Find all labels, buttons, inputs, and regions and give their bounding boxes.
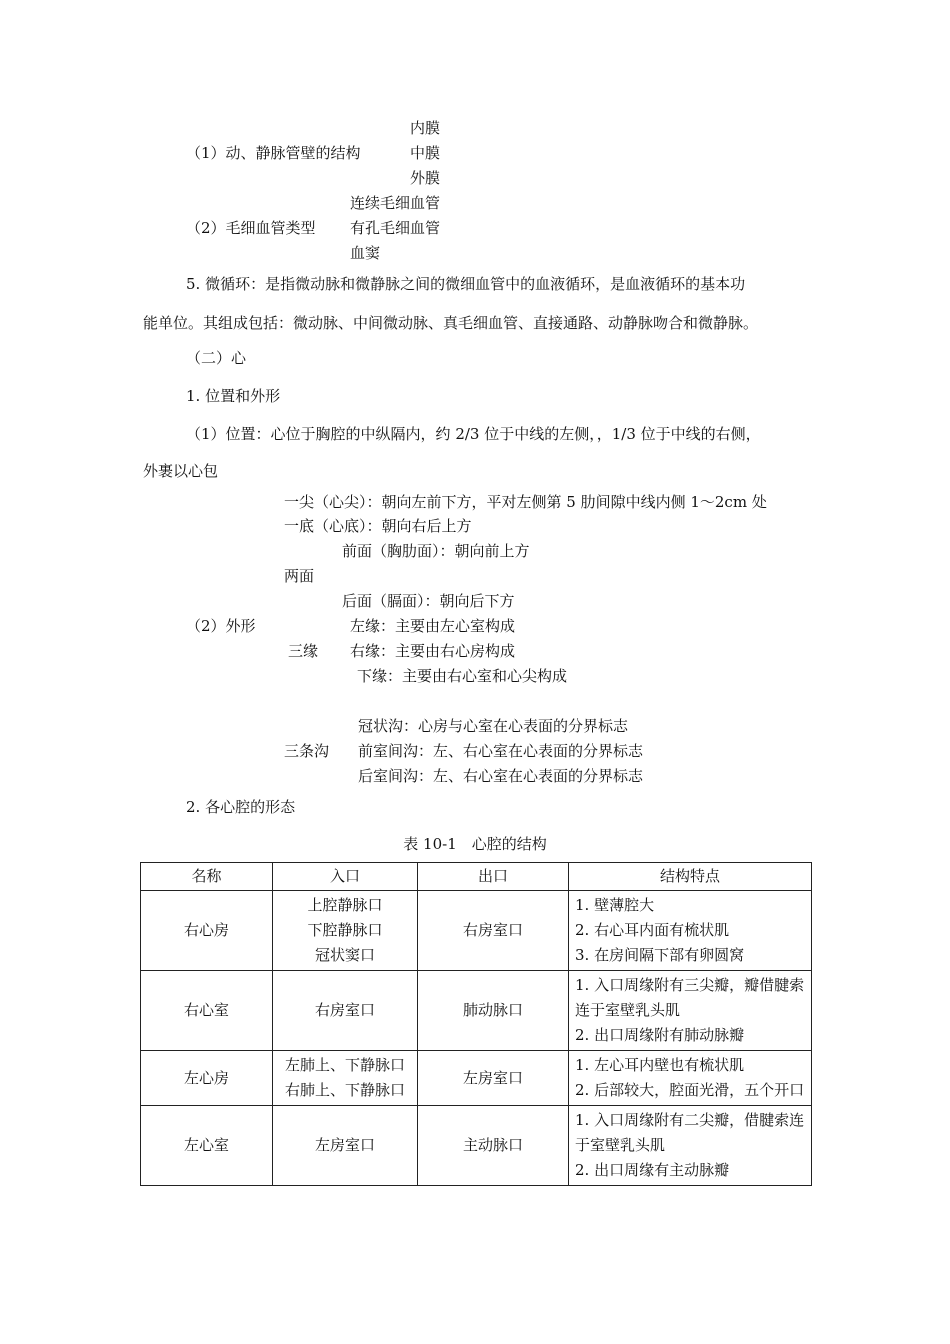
inlet-item: 右房室口 — [314, 1001, 375, 1019]
chamber-name: 右心室 — [141, 971, 273, 1051]
header-outlet: 出口 — [418, 863, 569, 891]
feature-item: 1. 左心耳内壁也有梳状肌 — [575, 1056, 745, 1074]
header-name: 名称 — [141, 863, 273, 891]
inlet-item: 上腔静脉口 — [307, 896, 383, 914]
capillary-label: （2）毛细血管类型 — [186, 219, 316, 237]
inlet-item: 冠状窦口 — [314, 946, 375, 964]
table-row — [141, 1051, 812, 1106]
chamber-outlet: 主动脉口 — [418, 1106, 569, 1186]
header-inlet: 入口 — [273, 863, 418, 891]
microcirculation-line-2: 能单位。其组成包括：微动脉、中间微动脉、真毛细血管、直接通路、动静脉吻合和微静脉。 — [143, 314, 759, 332]
item-chambers: 2. 各心腔的形态 — [186, 798, 296, 816]
feature-item: 1. 入口周缘附有二尖瓣，借腱索连于室壁乳头肌 — [575, 1111, 805, 1154]
table-row — [141, 1106, 812, 1186]
chamber-name: 左心室 — [141, 1106, 273, 1186]
shape-left-border: 左缘：主要由左心室构成 — [350, 617, 516, 635]
chamber-features — [569, 891, 812, 971]
table-row — [141, 891, 812, 971]
feature-item: 2. 右心耳内面有梳状肌 — [575, 921, 730, 939]
shape-lower-border: 下缘：主要由右心室和心尖构成 — [357, 667, 568, 685]
chamber-outlet: 右房室口 — [418, 891, 569, 971]
chamber-outlet: 肺动脉口 — [418, 971, 569, 1051]
chamber-name: 右心房 — [141, 891, 273, 971]
header-features: 结构特点 — [569, 863, 812, 891]
capillary-type-fenestrated: 有孔毛细血管 — [350, 219, 441, 237]
capillary-type-sinusoid: 血窦 — [350, 244, 381, 262]
shape-two-faces: 两面 — [284, 567, 315, 585]
microcirculation-line-1: 5. 微循环：是指微动脉和微静脉之间的微细血管中的血液循环，是血液循环的基本功 — [186, 275, 746, 293]
feature-item: 1. 入口周缘附有三尖瓣，瓣借腱索连于室壁乳头肌 — [575, 976, 805, 1019]
table-header-row — [141, 863, 812, 891]
feature-item: 2. 出口周缘有主动脉瓣 — [575, 1161, 730, 1179]
shape-base: 一底（心底）：朝向右后上方 — [284, 517, 472, 535]
vessel-wall-label: （1）动、静脉管壁的结构 — [186, 144, 361, 162]
shape-posterior-groove: 后室间沟：左、右心室在心表面的分界标志 — [358, 767, 644, 785]
inlet-item: 左肺上、下静脉口 — [284, 1056, 405, 1074]
shape-anterior-face: 前面（胸肋面）：朝向前上方 — [342, 542, 530, 560]
chamber-features — [569, 1106, 812, 1186]
item-position-shape: 1. 位置和外形 — [186, 387, 281, 405]
chamber-features — [569, 971, 812, 1051]
shape-apex: 一尖（心尖）：朝向左前下方，平对左侧第 5 肋间隙中线内侧 1～2cm 处 — [284, 493, 767, 511]
inlet-item: 下腔静脉口 — [307, 921, 383, 939]
feature-item: 2. 出口周缘附有肺动脉瓣 — [575, 1026, 745, 1044]
position-line-1: （1）位置：心位于胸腔的中纵隔内，约 2/3 位于中线的左侧，，1/3 位于中线的右侧， — [186, 425, 761, 443]
table-row — [141, 971, 812, 1051]
vessel-layer-media: 中膜 — [410, 144, 441, 162]
chamber-outlet: 左房室口 — [418, 1051, 569, 1106]
chamber-inlets — [273, 971, 418, 1051]
shape-anterior-groove: 前室间沟：左、右心室在心表面的分界标志 — [358, 742, 644, 760]
inlet-item: 右肺上、下静脉口 — [284, 1081, 405, 1099]
chamber-inlets — [273, 891, 418, 971]
vessel-layer-intima: 内膜 — [410, 119, 441, 137]
shape-three-borders: 三缘 — [288, 642, 319, 660]
chamber-features — [569, 1051, 812, 1106]
chamber-inlets — [273, 1106, 418, 1186]
shape-right-border: 右缘：主要由右心房构成 — [350, 642, 516, 660]
capillary-type-continuous: 连续毛细血管 — [350, 194, 441, 212]
shape-three-grooves: 三条沟 — [284, 742, 330, 760]
feature-item: 2. 后部较大，腔面光滑，五个开口 — [575, 1081, 805, 1099]
chamber-name: 左心房 — [141, 1051, 273, 1106]
vessel-layer-adventitia: 外膜 — [410, 169, 441, 187]
chamber-inlets — [273, 1051, 418, 1106]
shape-posterior-face: 后面（膈面）：朝向后下方 — [342, 592, 515, 610]
position-line-2: 外裹以心包 — [143, 462, 219, 480]
shape-coronary-sulcus: 冠状沟：心房与心室在心表面的分界标志 — [358, 717, 629, 735]
feature-item: 3. 在房间隔下部有卵圆窝 — [575, 946, 745, 964]
heart-chambers-table — [140, 862, 812, 1186]
feature-item: 1. 壁薄腔大 — [575, 896, 655, 914]
section-heading-heart: （二）心 — [186, 349, 247, 367]
table-caption: 表 10-1 心腔的结构 — [403, 835, 547, 853]
inlet-item: 左房室口 — [314, 1136, 375, 1154]
shape-label: （2）外形 — [186, 617, 256, 635]
